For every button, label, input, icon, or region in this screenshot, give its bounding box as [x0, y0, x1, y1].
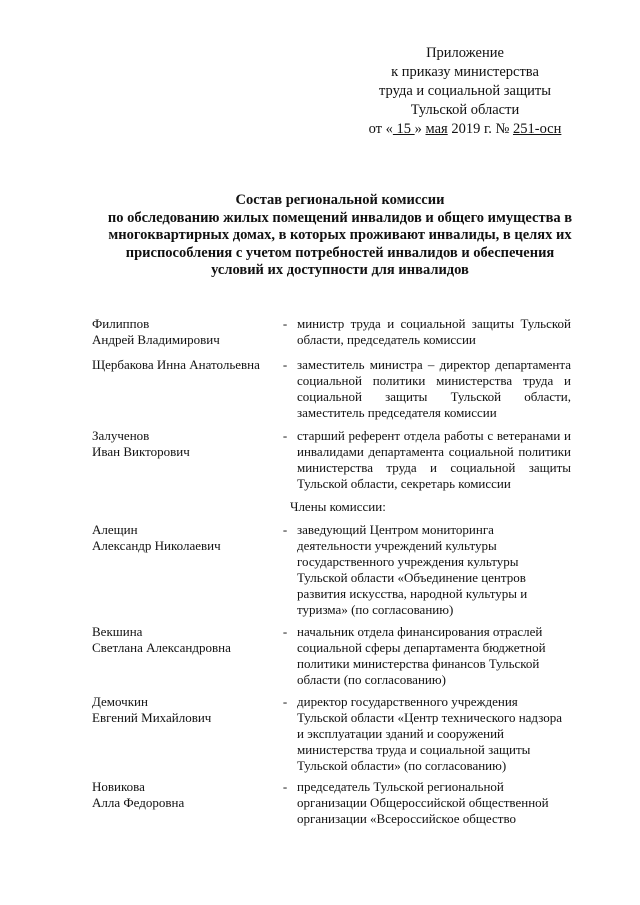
- date-mid: »: [414, 121, 422, 137]
- title-line: по обследованию жилых помещений инвалидов и общего имущества в: [107, 209, 573, 226]
- member-given-names: Андрей Владимирович: [92, 332, 220, 347]
- dash-separator: -: [282, 694, 288, 709]
- date-year: 2019 г. №: [447, 121, 513, 137]
- appendix-line: к приказу министерства: [391, 64, 539, 80]
- member-given-names: Алла Федоровна: [92, 795, 185, 810]
- member-surname: Демочкин: [92, 694, 148, 709]
- member-surname: Филиппов: [92, 316, 150, 331]
- dash-separator: -: [282, 624, 288, 639]
- title-line: приспособления с учетом потребностей инвалидов и обеспечения: [125, 244, 555, 261]
- member-name: [92, 357, 277, 373]
- member-surname: Залученов: [92, 428, 150, 443]
- appendix-date-line: [330, 120, 600, 139]
- member-surname: Алещин: [92, 522, 138, 537]
- member-name: [92, 316, 282, 348]
- member-name: [92, 522, 282, 554]
- member-name: [92, 428, 282, 460]
- date-month: мая: [425, 121, 448, 137]
- dash-separator: -: [282, 357, 288, 372]
- member-role: старший референт отдела работы с ветеранами и инвалидами департамента социальной политики министерства труда и социальной защиты Тульской области, секретарь комиссии: [297, 428, 571, 491]
- member-role: заведующий Центром мониторинга деятельности учреждений культуры государственного учреждения культуры Тульской области «Объединение центров развития искусства, народной культуры и туризма» (по согласованию): [297, 522, 528, 617]
- date-prefix: от «: [368, 121, 393, 137]
- member-role: директор государственного учреждения Тульской области «Центр технического надзора и эксплуатации зданий и сооружений министерства труда и социальной защиты Тульской области» (по согласованию): [297, 694, 563, 773]
- appendix-line: Тульской области: [410, 102, 520, 118]
- title-line: многоквартирных домах, в которых проживают инвалиды, в целях их: [108, 227, 572, 243]
- member-role: министр труда и социальной защиты Тульской области, председатель комиссии: [297, 316, 571, 347]
- member-given-names: Иван Викторович: [92, 444, 190, 459]
- member-name: [92, 694, 282, 726]
- date-day: 15: [392, 121, 415, 137]
- dash-separator: -: [282, 522, 288, 537]
- member-given-names: Евгений Михайлович: [92, 710, 212, 725]
- appendix-line: труда и социальной защиты: [379, 83, 551, 99]
- member-given-names: Александр Николаевич: [92, 538, 221, 553]
- title-line: Состав региональной комиссии: [235, 192, 445, 208]
- dash-separator: -: [282, 428, 288, 443]
- member-name: [92, 779, 282, 811]
- member-full-name: Щербакова Инна Анатольевна: [92, 357, 260, 372]
- member-role: заместитель министра – директор департамента социальной политики министерства труда и социальной защиты Тульской области, заместитель председателя комиссии: [297, 357, 571, 420]
- member-role: начальник отдела финансирования отраслей социальной сферы департамента бюджетной политики министерства финансов Тульской области (по согласованию): [297, 624, 546, 687]
- member-surname: Новикова: [92, 779, 145, 794]
- dash-separator: -: [282, 316, 288, 331]
- appendix-line: Приложение: [426, 45, 504, 61]
- members-heading: Члены комиссии:: [290, 499, 386, 514]
- member-surname: Векшина: [92, 624, 143, 639]
- member-role: председатель Тульской региональной организации Общероссийской общественной организации «Всероссийское общество: [297, 779, 549, 826]
- dash-separator: -: [282, 779, 288, 794]
- member-given-names: Светлана Александровна: [92, 640, 231, 655]
- member-name: [92, 624, 282, 656]
- document-title: [90, 192, 590, 280]
- order-number: 251-осн: [512, 121, 562, 137]
- title-line: условий их доступности для инвалидов: [211, 262, 469, 278]
- appendix-block: [330, 44, 600, 139]
